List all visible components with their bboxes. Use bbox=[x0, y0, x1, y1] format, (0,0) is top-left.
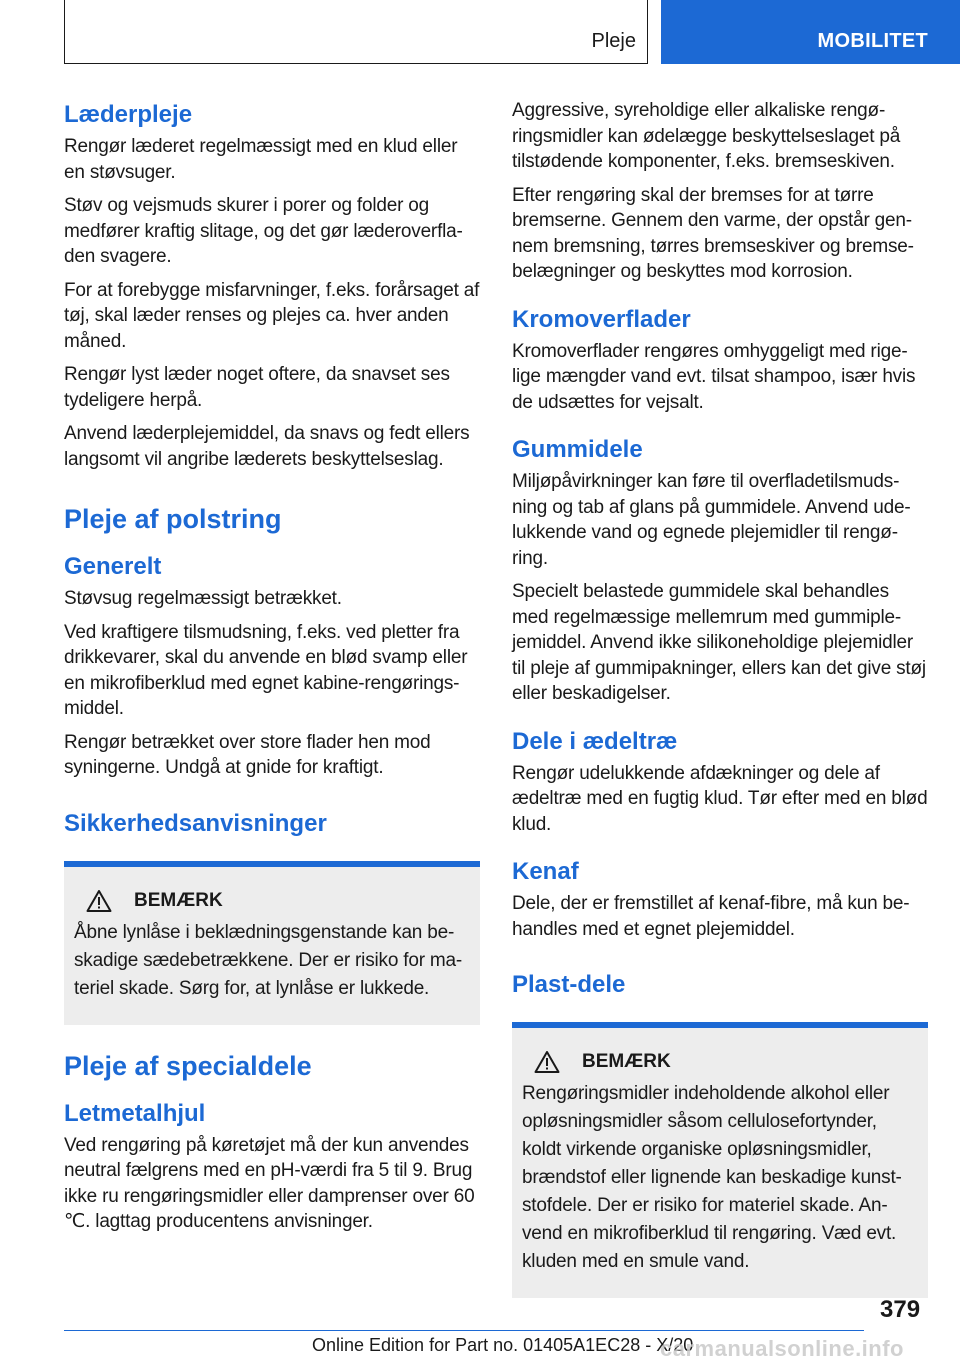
paragraph: Miljøpåvirkninger kan føre til overfladetilsmuds-ning og tab af glans på gummidele. Anvend ude-lukkende vand og egnede plejemidler til rengø-ring. bbox=[512, 471, 911, 569]
header-chapter-label: MOBILITET bbox=[817, 30, 928, 52]
paragraph: Efter rengøring skal der bremses for at tørre bremserne. Gennem den varme, der opstår gen-nem bremsning, tørres bremseskiver og bremse-belægninger og beskyttes mod korrosion. bbox=[512, 184, 914, 282]
warning-triangle-icon bbox=[534, 1050, 560, 1074]
notice-title bbox=[74, 889, 470, 913]
heading-kenaf: Kenaf bbox=[512, 858, 579, 885]
heading-plast-dele: Plast-dele bbox=[512, 971, 626, 998]
notice-title-label: BEMÆRK bbox=[134, 889, 223, 911]
footer-divider bbox=[64, 1330, 864, 1331]
notice-text: Rengøringsmidler indeholdende alkohol eller opløsningsmidler såsom cellulosefortynder, koldt virkende organiske opløsningsmidler, brændstof eller lignende kan beskadige kunst-stofdele. Der er risiko for materiel skade. An-vend en mikrofiberklud til rengøring. Væd evt. kluden med en smule vand. bbox=[522, 1083, 902, 1272]
heading-kromoverflader: Kromoverflader bbox=[512, 305, 691, 333]
header-section-title: Pleje bbox=[591, 30, 636, 52]
warning-triangle-icon bbox=[86, 889, 112, 913]
heading-dele-i-aedeltrae: Dele i ædeltræ bbox=[512, 727, 678, 755]
right-column bbox=[512, 98, 928, 1298]
paragraph: Dele, der er fremstillet af kenaf-fibre, må kun be-handles med et egnet plejemiddel. bbox=[512, 893, 910, 940]
heading-pleje-af-polstring: Pleje af polstring bbox=[64, 504, 282, 534]
heading-gummidele: Gummidele bbox=[512, 436, 643, 463]
footer-edition: Online Edition for Part no. 01405A1EC28 - X/20 bbox=[312, 1335, 694, 1355]
paragraph: Specielt belastede gummidele skal behandles med regelmæssige mellemrum med gummiple-jemiddel. Anvend ikke silikoneholdige plejemidler til pleje af gummipakninger, ellers kan det give støj eller beskadigelser. bbox=[512, 581, 926, 704]
paragraph: Støv og vejsmuds skurer i porer og folder og medfører kraftig slitage, og det gør læderoverfla-den svagere. bbox=[64, 195, 463, 267]
paragraph: Aggressive, syreholdige eller alkaliske rengø-ringsmidler kan ødelægge beskyttelseslaget på tilstødende komponenter, f.eks. bremseskiven. bbox=[512, 100, 901, 172]
paragraph: Kromoverflader rengøres omhyggeligt med rige-lige mængder vand evt. tilsat shampoo, især hvis de udsættes for vejsalt. bbox=[512, 340, 916, 413]
paragraph: Støvsug regelmæssigt betrækket. bbox=[64, 588, 342, 609]
paragraph: Rengør lyst læder noget oftere, da snavset ses tydeligere herpå. bbox=[64, 364, 450, 411]
paragraph: Rengør betrækket over store flader hen mod syningerne. Undgå at gnide for kraftigt. bbox=[64, 731, 431, 778]
paragraph: For at forebygge misfarvninger, f.eks. forårsaget af tøj, skal læder renses og plejes ca. hver anden måned. bbox=[64, 279, 480, 352]
notice-title bbox=[522, 1050, 918, 1074]
notice-text: Åbne lynlåse i beklædningsgenstande kan be-skadige sædebetrækkene. Der er risiko for ma-teriel skade. Sørg for, at lynlåse er lukkede. bbox=[74, 921, 463, 999]
heading-pleje-af-specialdele: Pleje af specialdele bbox=[64, 1050, 312, 1081]
heading-laederpleje: Læderpleje bbox=[64, 101, 193, 128]
watermark-logo: carmanualsonline.info bbox=[660, 1336, 904, 1361]
notice-box bbox=[64, 861, 480, 1025]
paragraph: Ved kraftigere tilsmudsning, f.eks. ved pletter fra drikkevarer, skal du anvende en blød svamp eller en mikrofiberklud med egnet kabine-rengørings-middel. bbox=[64, 621, 468, 719]
left-column bbox=[64, 98, 480, 1243]
header-chapter-tab bbox=[661, 0, 960, 64]
paragraph: Rengør udelukkende afdækninger og dele af ædeltræ med en fugtig klud. Tør efter med en blød klud. bbox=[512, 762, 928, 835]
page-number: 379 bbox=[880, 1296, 921, 1323]
header-frame bbox=[64, 0, 648, 64]
heading-sikkerhedsanvisninger: Sikkerhedsanvisninger bbox=[64, 809, 327, 837]
paragraph: Rengør læderet regelmæssigt med en klud eller en støvsuger. bbox=[64, 136, 458, 183]
heading-letmetalhjul: Letmetalhjul bbox=[64, 1099, 206, 1127]
heading-generelt: Generelt bbox=[64, 553, 162, 580]
paragraph: Ved rengøring på køretøjet må der kun anvendes neutral fælgrens med en pH-værdi fra 5 til 9. Brug ikke ru rengøringsmidler eller damprenser over 60 ℃. lagttag producentens anvisninger. bbox=[64, 1134, 475, 1232]
notice-title-label: BEMÆRK bbox=[582, 1051, 671, 1072]
notice-box bbox=[512, 1022, 928, 1298]
paragraph: Anvend læderplejemiddel, da snavs og fedt ellers langsomt vil angribe læderets beskyttelseslag. bbox=[64, 423, 470, 470]
